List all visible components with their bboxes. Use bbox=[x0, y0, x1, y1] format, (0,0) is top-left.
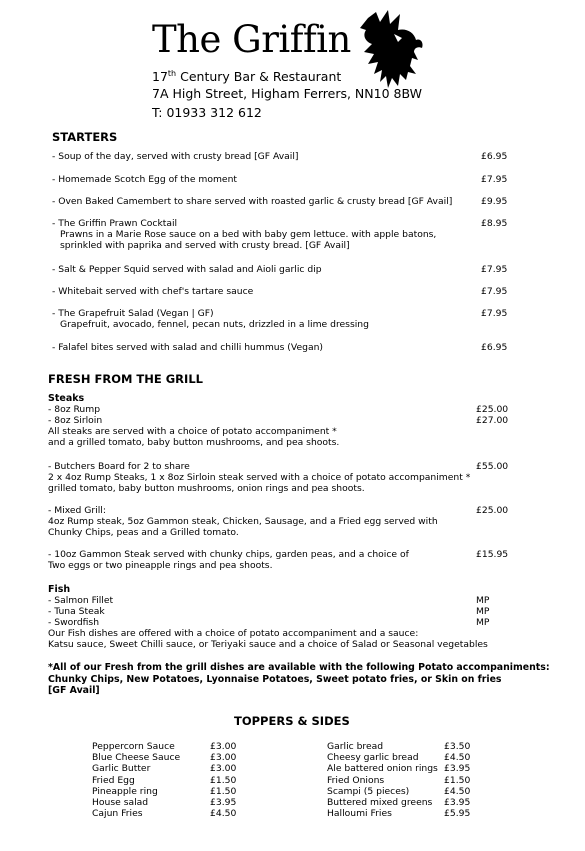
fish-item: - Tuna Steak bbox=[48, 606, 105, 617]
board-item: - Butchers Board for 2 to share bbox=[48, 461, 190, 472]
starter-price: £6.95 bbox=[481, 151, 508, 162]
side-item: Garlic Butter bbox=[92, 763, 151, 775]
tagline: 17th Century Bar & Restaurant bbox=[152, 69, 342, 85]
sirloin-price: £27.00 bbox=[476, 415, 509, 426]
mixed-grill-price: £25.00 bbox=[476, 505, 509, 516]
side-price: £3.95 bbox=[444, 763, 471, 775]
side-price: £4.50 bbox=[210, 808, 237, 820]
starter-item: - Whitebait served with chef's tartare sauce bbox=[52, 286, 254, 297]
sirloin-item: - 8oz Sirloin bbox=[48, 415, 103, 426]
side-price: £5.95 bbox=[444, 808, 471, 820]
sides-heading: TOPPERS & SIDES bbox=[234, 714, 350, 728]
side-item: Pineapple ring bbox=[92, 785, 158, 797]
potato-note: *All of our Fresh from the grill dishes are available with the following Potato accompaniments: Chunky Chips, New Potatoes, Lyonnaise Potatoes, Sweet potato fries, or Skin on fries [GF Avail] bbox=[48, 662, 550, 696]
side-item: Fried Onions bbox=[327, 774, 385, 786]
starter-item: - Homemade Scotch Egg of the moment bbox=[52, 174, 238, 185]
side-price: £3.00 bbox=[210, 752, 237, 764]
side-price: £1.50 bbox=[444, 774, 471, 786]
gammon-desc: Two eggs or two pineapple rings and pea shoots. bbox=[48, 560, 273, 571]
fish-item: - Salmon Fillet bbox=[48, 595, 114, 606]
side-price: £1.50 bbox=[210, 774, 237, 786]
fish-price: MP bbox=[476, 595, 490, 606]
starter-price: £8.95 bbox=[481, 218, 508, 229]
grill-heading: FRESH FROM THE GRILL bbox=[48, 372, 203, 386]
address: 7A High Street, Higham Ferrers, NN10 8BW bbox=[152, 86, 422, 101]
starters-heading: STARTERS bbox=[52, 130, 118, 144]
starter-price: £9.95 bbox=[481, 196, 508, 207]
side-item: Peppercorn Sauce bbox=[92, 741, 175, 752]
restaurant-title: The Griffin bbox=[152, 18, 351, 61]
side-price: £1.50 bbox=[210, 785, 237, 797]
side-price: £3.00 bbox=[210, 741, 237, 752]
fish-price: MP bbox=[476, 617, 490, 628]
side-item: Cajun Fries bbox=[92, 808, 143, 820]
starter-price: £7.95 bbox=[481, 308, 508, 319]
side-item: Scampi (5 pieces) bbox=[327, 785, 410, 797]
side-price: £4.50 bbox=[444, 785, 471, 797]
side-item: Cheesy garlic bread bbox=[327, 752, 419, 764]
starter-item: - Oven Baked Camembert to share served with roasted garlic & crusty bread [GF Avail] bbox=[52, 196, 453, 207]
side-price: £3.00 bbox=[210, 763, 237, 775]
starter-item: - Salt & Pepper Squid served with salad and Aioli garlic dip bbox=[52, 264, 322, 275]
starter-item: - Falafel bites served with salad and chilli hummus (Vegan) bbox=[52, 342, 323, 353]
side-price: £3.50 bbox=[444, 741, 471, 752]
side-item: House salad bbox=[92, 797, 149, 808]
side-price: £3.95 bbox=[210, 797, 237, 808]
gammon-price: £15.95 bbox=[476, 549, 509, 560]
starter-price: £7.95 bbox=[481, 264, 508, 275]
fish-heading: Fish bbox=[48, 584, 71, 595]
starter-item: - The Griffin Prawn Cocktail bbox=[52, 218, 178, 229]
side-item: Ale battered onion rings bbox=[327, 763, 438, 775]
side-item: Blue Cheese Sauce bbox=[92, 752, 181, 764]
fish-item: - Swordfish bbox=[48, 617, 100, 628]
phone: T: 01933 312 612 bbox=[152, 105, 262, 120]
side-item: Halloumi Fries bbox=[327, 808, 392, 820]
board-desc: 2 x 4oz Rump Steaks, 1 x 8oz Sirloin steak served with a choice of potato accompaniment * grilled tomato, baby button mushrooms, onion rings and pea shoots. bbox=[48, 472, 471, 494]
fish-note: Our Fish dishes are offered with a choice of potato accompaniment and a sauce: Katsu sauce, Sweet Chilli sauce, or Teriyaki sauce and a choice of Salad or Seasonal vegetables bbox=[48, 628, 488, 650]
starter-desc: Grapefruit, avocado, fennel, pecan nuts, drizzled in a lime dressing bbox=[60, 319, 369, 330]
starter-desc: Prawns in a Marie Rose sauce on a bed with baby gem lettuce. with apple batons, sprinkled with paprika and served with crusty bread. [GF Avail] bbox=[60, 229, 437, 251]
starter-price: £6.95 bbox=[481, 342, 508, 353]
starter-item: - Soup of the day, served with crusty bread [GF Avail] bbox=[52, 151, 299, 162]
starter-item: - The Grapefruit Salad (Vegan | GF) bbox=[52, 308, 214, 319]
side-item: Buttered mixed greens bbox=[327, 797, 433, 808]
side-price: £4.50 bbox=[444, 752, 471, 764]
steaks-heading: Steaks bbox=[48, 393, 85, 404]
board-price: £55.00 bbox=[476, 461, 509, 472]
gammon-item: - 10oz Gammon Steak served with chunky chips, garden peas, and a choice of bbox=[48, 549, 409, 560]
side-item: Garlic bread bbox=[327, 741, 384, 752]
side-item: Fried Egg bbox=[92, 774, 135, 786]
steaks-note: All steaks are served with a choice of potato accompaniment * and a grilled tomato, baby button mushrooms, and pea shoots. bbox=[48, 426, 340, 448]
rump-price: £25.00 bbox=[476, 404, 509, 415]
mixed-grill-item: - Mixed Grill: bbox=[48, 505, 106, 516]
starter-price: £7.95 bbox=[481, 174, 508, 185]
mixed-grill-desc: 4oz Rump steak, 5oz Gammon steak, Chicken, Sausage, and a Fried egg served with Chunky Chips, peas and a Grilled tomato. bbox=[48, 516, 438, 538]
starter-price: £7.95 bbox=[481, 286, 508, 297]
griffin-logo-icon bbox=[354, 8, 430, 90]
fish-price: MP bbox=[476, 606, 490, 617]
side-price: £3.95 bbox=[444, 797, 471, 808]
rump-item: - 8oz Rump bbox=[48, 404, 101, 415]
